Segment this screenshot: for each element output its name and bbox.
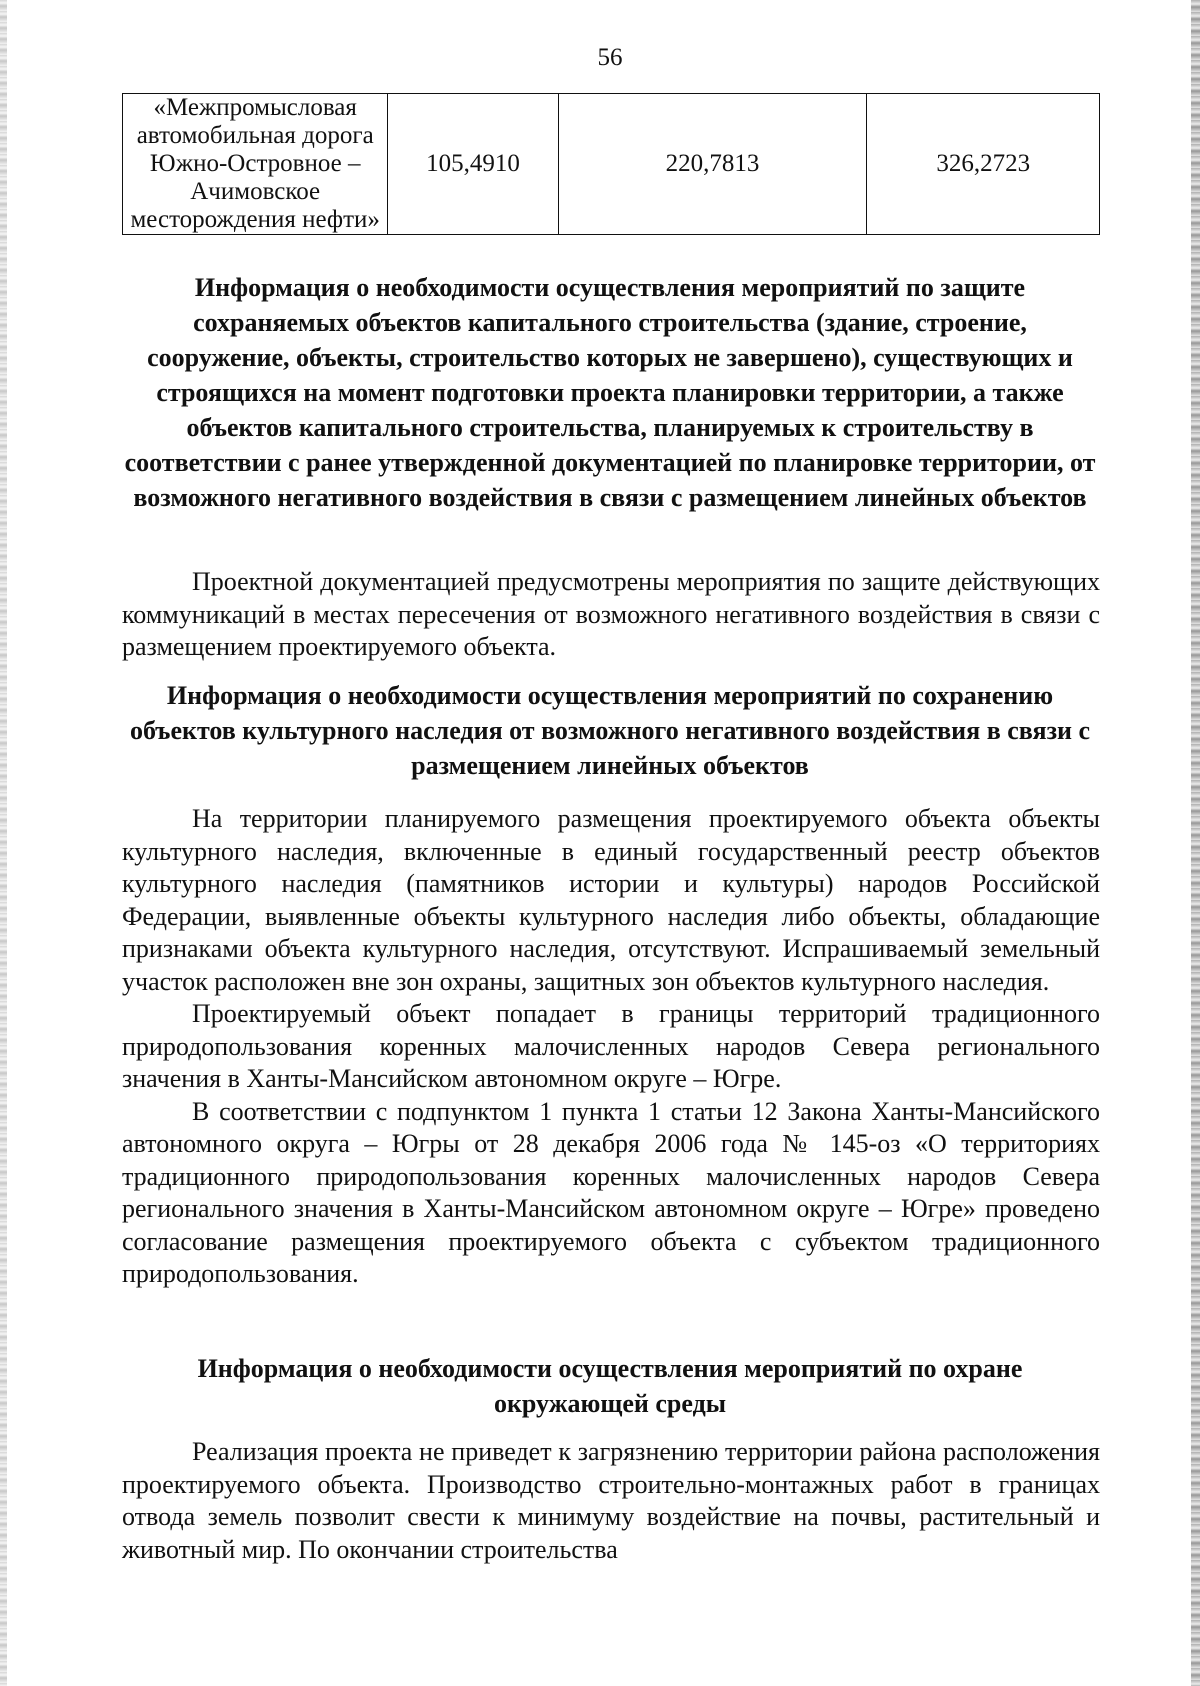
paragraph: На территории планируемого размещения проектируемого объекта объекты культурного наследия, включенные в единый государственный реестр объектов культурного наследия (памятников истории и культуры) народов Российской Федерации, выявленные объекты культурного наследия либо объекты, обладающие признаками объекта культурного наследия, отсутствуют. Испрашиваемый земельный участок расположен вне зон охраны, защитных зон объектов культурного наследия. [122,804,1100,996]
section-heading-cultural-heritage: Информация о необходимости осуществления мероприятий по сохранению объектов культурного наследия от возможного негативного воздействия в связи с размещением линейных объектов [129,681,1091,780]
table-cell-object-name: «Межпромысловая автомобильная дорога Южно-Островное – Ачимовское месторождения нефти» [123,94,388,235]
data-table [122,93,1100,235]
paragraph: Реализация проекта не приведет к загрязнению территории района расположения проектируемого объекта. Производство строительно-монтажных работ в границах отвода земель позволит свести к минимуму воздействие на почвы, растительный и животный мир. По окончании строительства [122,1437,1100,1564]
table-row [123,94,1100,235]
page-number: 56 [597,44,623,71]
scan-edge-right [1191,0,1200,1686]
paragraph: Проектной документацией предусмотрены мероприятия по защите действующих коммуникаций в местах пересечения от возможного негативного воздействия в связи с размещением проектируемого объекта. [122,567,1100,661]
paragraph: В соответствии с подпунктом 1 пункта 1 статьи 12 Закона Ханты-Мансийского автономного округа – Югры от 28 декабря 2006 года № 145-оз «О территориях традиционного природопользования коренных малочисленных народов Севера регионального значения в Ханты-Мансийском автономном округе – Югре» проведено согласование размещения проектируемого объекта с субъектом традиционного природопользования. [122,1096,1100,1288]
scan-edge-left [0,0,7,1686]
section-body-environment [122,1436,1100,1566]
section-heading-protection-of-objects: Информация о необходимости осуществления мероприятий по защите сохраняемых объектов капитального строительства (здание, строение, сооружение, объекты, строительство которых не завершено), существующих и строящихся на момент подготовки проекта планировки территории, а также объектов капитального строительства, планируемых к строительству в соответствии с ранее утвержденной документацией по планировке территории, от возможного негативного воздействия в связи с размещением линейных объектов [124,273,1096,512]
paragraph: Проектируемый объект попадает в границы территорий традиционного природопользования коренных малочисленных народов Севера регионального значения в Ханты-Мансийском автономном округе – Югре. [122,999,1100,1093]
section-body-cultural-heritage [122,803,1100,1291]
table-cell-value-3: 326,2723 [867,94,1100,235]
section-body-protection-of-objects [122,566,1100,664]
table-cell-value-1: 105,4910 [388,94,558,235]
section-heading-environment: Информация о необходимости осуществления мероприятий по охране окружающей среды [197,1354,1023,1418]
table-cell-value-2: 220,7813 [558,94,867,235]
